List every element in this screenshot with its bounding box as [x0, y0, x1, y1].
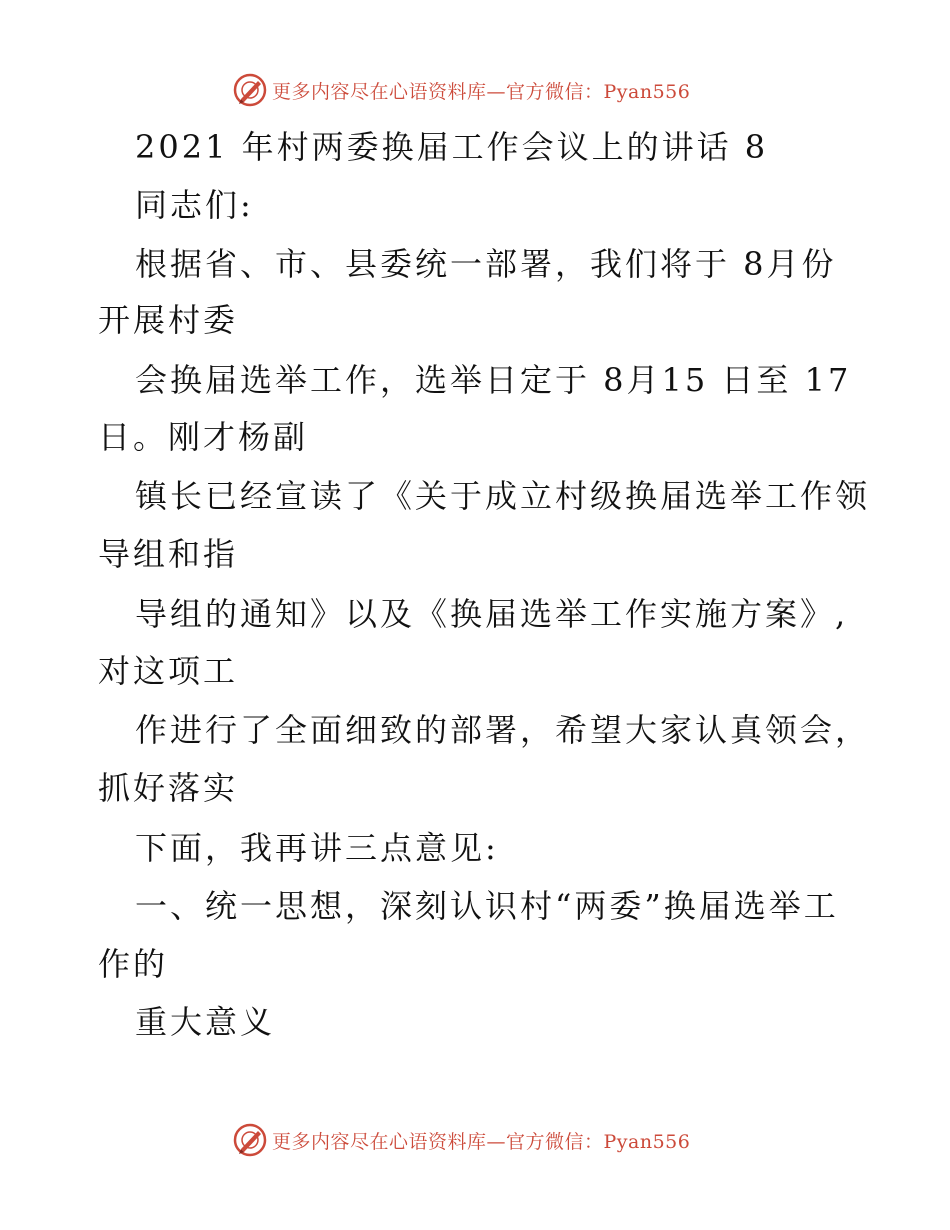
pen-logo-icon — [232, 72, 268, 108]
section-heading-line: 一、统一思想，深刻认识村“两委”换届选举工 — [135, 887, 839, 925]
paragraph-line: 作进行了全面细致的部署，希望大家认真领会， — [135, 711, 871, 749]
paragraph-line: 会换届选举工作，选举日定于 8月15 日至 17 — [135, 361, 852, 399]
paragraph-line: 日。刚才杨副 — [98, 418, 309, 456]
section-heading-line: 重大意义 — [135, 1003, 276, 1041]
watermark-text: 更多内容尽在心语资料库—官方微信：Pyan556 — [272, 1130, 691, 1153]
paragraph-line: 对这项工 — [98, 652, 239, 690]
paragraph-line: 下面，我再讲三点意见: — [135, 829, 499, 867]
header-watermark — [232, 70, 690, 110]
section-heading-line: 作的 — [98, 945, 169, 983]
document-title: 2021 年村两委换届工作会议上的讲话 8 — [135, 128, 769, 166]
paragraph-line: 根据省、市、县委统一部署，我们将于 8月份 — [135, 245, 837, 283]
watermark-text: 更多内容尽在心语资料库—官方微信：Pyan556 — [272, 80, 691, 103]
salutation: 同志们: — [135, 186, 254, 224]
paragraph-line: 开展村委 — [98, 301, 239, 339]
paragraph-line: 镇长已经宣读了《关于成立村级换届选举工作领 — [135, 477, 871, 515]
pen-logo-icon — [232, 1122, 268, 1158]
paragraph-line: 导组的通知》以及《换届选举工作实施方案》, — [135, 595, 849, 633]
footer-watermark — [232, 1120, 690, 1160]
paragraph-line: 抓好落实 — [98, 769, 239, 807]
paragraph-line: 导组和指 — [98, 535, 239, 573]
